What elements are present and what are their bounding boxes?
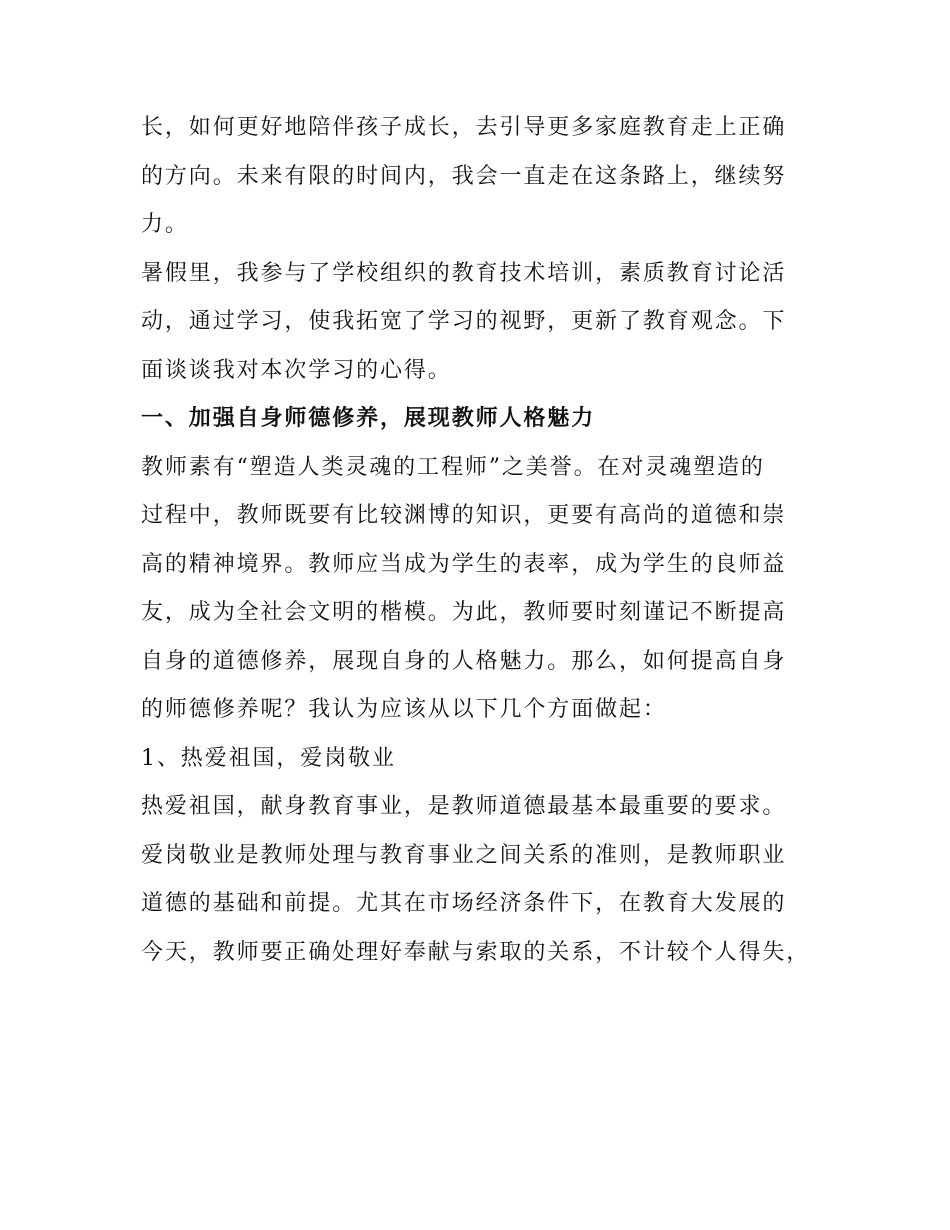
paragraph-line: 热爱祖国，献身教育事业，是教师道德最基本最重要的要求。 [141, 794, 787, 819]
paragraph-line: 道德的基础和前提。尤其在市场经济条件下，在教育大发展的 [141, 891, 787, 916]
paragraph-line: 暑假里，我参与了学校组织的教育技术培训，素质教育讨论活 [141, 260, 787, 286]
paragraph-line: 今天，教师要正确处理好奉献与索取的关系，不计较个人得失， [141, 939, 811, 965]
paragraph-line: 过程中，教师既要有比较渊博的知识，更要有高尚的道德和崇 [141, 503, 787, 528]
body-text [141, 104, 811, 977]
paragraph-line: 的方向。未来有限的时间内，我会一直走在这条路上，继续努 [141, 163, 787, 189]
paragraph-line: 友，成为全社会文明的楷模。为此，教师要时刻谨记不断提高 [141, 600, 787, 625]
paragraph-line: 高的精神境界。教师应当成为学生的表率，成为学生的良师益 [141, 551, 787, 577]
paragraph-line: 面谈谈我对本次学习的心得。 [141, 357, 452, 383]
paragraph-line: 长，如何更好地陪伴孩子成长，去引导更多家庭教育走上正确 [141, 115, 787, 140]
subsection-heading: 1、热爱祖国，爱岗敬业 [141, 745, 396, 771]
paragraph-line: 教师素有“塑造人类灵魂的工程师”之美誉。在对灵魂塑造的 [141, 454, 765, 480]
paragraph-line: 自身的道德修养，展现自身的人格魅力。那么，如何提高自身 [141, 648, 787, 674]
paragraph-line: 的师德修养呢？我认为应该从以下几个方面做起： [141, 697, 667, 722]
section-heading: 一、加强自身师德修养，展现教师人格魅力 [141, 406, 596, 431]
paragraph-line: 爱岗敬业是教师处理与教育事业之间关系的准则，是教师职业 [141, 842, 787, 868]
paragraph-line: 力。 [141, 212, 189, 237]
paragraph-line: 动，通过学习，使我拓宽了学习的视野，更新了教育观念。下 [141, 309, 787, 334]
